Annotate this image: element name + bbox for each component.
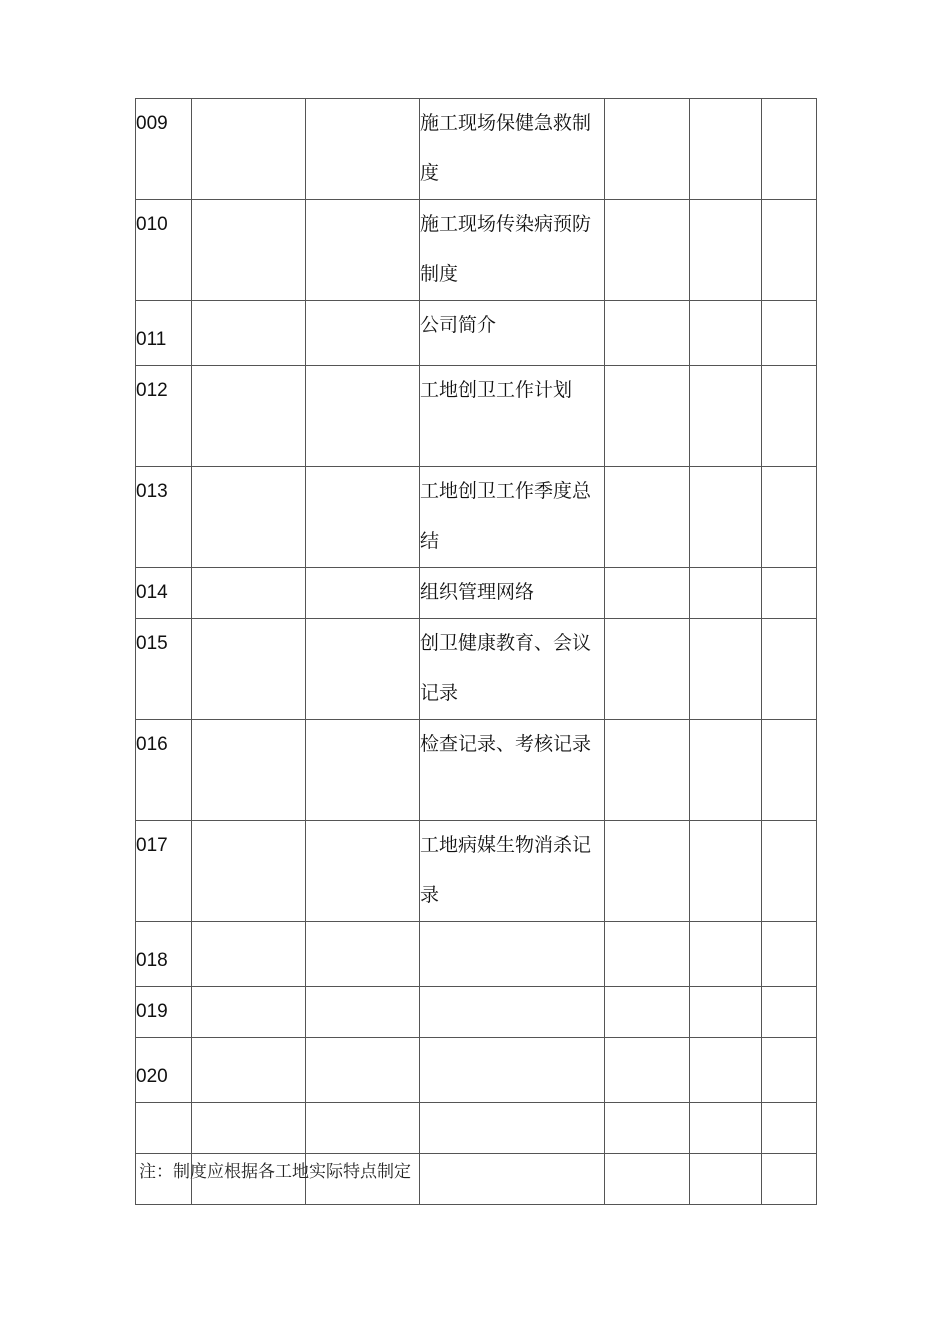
empty-cell	[762, 720, 817, 821]
table-row	[136, 922, 817, 987]
empty-cell	[306, 301, 420, 366]
document-title: 创卫健康教育、会议记录	[420, 633, 592, 704]
empty-cell	[192, 821, 306, 922]
document-title-cell	[420, 1038, 605, 1103]
table-row	[136, 200, 817, 301]
document-title: 组织管理网络	[420, 582, 535, 603]
empty-cell	[690, 568, 762, 619]
row-number: 011	[136, 301, 192, 366]
empty-cell	[762, 619, 817, 720]
empty-cell	[690, 619, 762, 720]
empty-cell	[762, 99, 817, 200]
empty-cell	[690, 987, 762, 1038]
empty-cell	[762, 568, 817, 619]
empty-cell	[690, 720, 762, 821]
row-number: 010	[136, 200, 192, 301]
empty-cell	[762, 301, 817, 366]
row-number: 009	[136, 99, 192, 200]
empty-cell	[605, 720, 690, 821]
empty-cell	[690, 1038, 762, 1103]
empty-cell	[605, 987, 690, 1038]
empty-cell	[762, 1103, 817, 1154]
empty-cell	[192, 1038, 306, 1103]
empty-cell	[192, 987, 306, 1038]
empty-cell	[762, 467, 817, 568]
document-title-cell	[420, 821, 605, 922]
row-number: 015	[136, 619, 192, 720]
empty-cell	[690, 366, 762, 467]
empty-cell	[306, 922, 420, 987]
document-title: 公司简介	[420, 315, 497, 336]
document-title: 检查记录、考核记录	[420, 734, 592, 755]
document-title-cell	[420, 987, 605, 1038]
document-register-table	[135, 98, 817, 1205]
document-title-cell	[420, 568, 605, 619]
document-title-cell	[420, 366, 605, 467]
empty-cell	[192, 200, 306, 301]
empty-cell	[762, 1038, 817, 1103]
table-row	[136, 1038, 817, 1103]
empty-cell	[690, 301, 762, 366]
document-title: 工地病媒生物消杀记录	[420, 835, 592, 906]
empty-cell	[306, 467, 420, 568]
document-title: 工地创卫工作季度总结	[420, 481, 592, 552]
row-number: 012	[136, 366, 192, 467]
empty-cell	[605, 200, 690, 301]
document-title-cell	[420, 301, 605, 366]
table-row	[136, 821, 817, 922]
empty-cell	[762, 922, 817, 987]
table-row	[136, 467, 817, 568]
document-title: 施工现场保健急救制度	[420, 113, 592, 184]
document-title-cell	[420, 720, 605, 821]
empty-cell	[306, 720, 420, 821]
empty-cell	[192, 467, 306, 568]
empty-cell	[306, 1103, 420, 1154]
row-number	[136, 1103, 192, 1154]
row-number: 019	[136, 987, 192, 1038]
row-number: 016	[136, 720, 192, 821]
table-row	[136, 720, 817, 821]
empty-cell	[605, 619, 690, 720]
row-number: 017	[136, 821, 192, 922]
empty-cell	[690, 467, 762, 568]
document-title-cell	[420, 1154, 605, 1205]
empty-cell	[605, 1154, 690, 1205]
empty-cell	[762, 1154, 817, 1205]
empty-cell	[306, 366, 420, 467]
empty-cell	[605, 821, 690, 922]
empty-cell	[192, 619, 306, 720]
row-number: 018	[136, 922, 192, 987]
document-title-cell	[420, 99, 605, 200]
empty-cell	[306, 200, 420, 301]
table-row	[136, 568, 817, 619]
empty-cell	[192, 99, 306, 200]
empty-cell	[605, 301, 690, 366]
empty-cell	[605, 366, 690, 467]
empty-cell	[690, 922, 762, 987]
empty-cell	[192, 301, 306, 366]
empty-cell	[690, 99, 762, 200]
table-row	[136, 619, 817, 720]
empty-cell	[192, 568, 306, 619]
empty-cell	[192, 720, 306, 821]
document-title: 工地创卫工作计划	[420, 380, 573, 401]
empty-cell	[605, 1103, 690, 1154]
empty-cell	[306, 568, 420, 619]
document-title-cell	[420, 922, 605, 987]
empty-cell	[690, 1154, 762, 1205]
table-row	[136, 99, 817, 200]
empty-cell	[762, 821, 817, 922]
table-row	[136, 301, 817, 366]
empty-cell	[306, 619, 420, 720]
row-number: 020	[136, 1038, 192, 1103]
table-row	[136, 1103, 817, 1154]
empty-cell	[605, 467, 690, 568]
empty-cell	[192, 366, 306, 467]
table-row	[136, 366, 817, 467]
empty-cell	[306, 1038, 420, 1103]
empty-cell	[605, 568, 690, 619]
empty-cell	[306, 821, 420, 922]
footnote: 注：制度应根据各工地实际特点制定	[139, 1162, 411, 1182]
document-title-cell	[420, 619, 605, 720]
empty-cell	[762, 366, 817, 467]
document-title-cell	[420, 1103, 605, 1154]
row-number: 014	[136, 568, 192, 619]
empty-cell	[690, 821, 762, 922]
document-title-cell	[420, 467, 605, 568]
empty-cell	[192, 922, 306, 987]
empty-cell	[306, 99, 420, 200]
empty-cell	[306, 987, 420, 1038]
empty-cell	[605, 99, 690, 200]
empty-cell	[192, 1103, 306, 1154]
empty-cell	[762, 987, 817, 1038]
empty-cell	[690, 200, 762, 301]
document-title: 施工现场传染病预防制度	[420, 214, 592, 285]
row-number: 013	[136, 467, 192, 568]
empty-cell	[690, 1103, 762, 1154]
empty-cell	[605, 922, 690, 987]
document-title-cell	[420, 200, 605, 301]
empty-cell	[605, 1038, 690, 1103]
table-row	[136, 987, 817, 1038]
empty-cell	[762, 200, 817, 301]
